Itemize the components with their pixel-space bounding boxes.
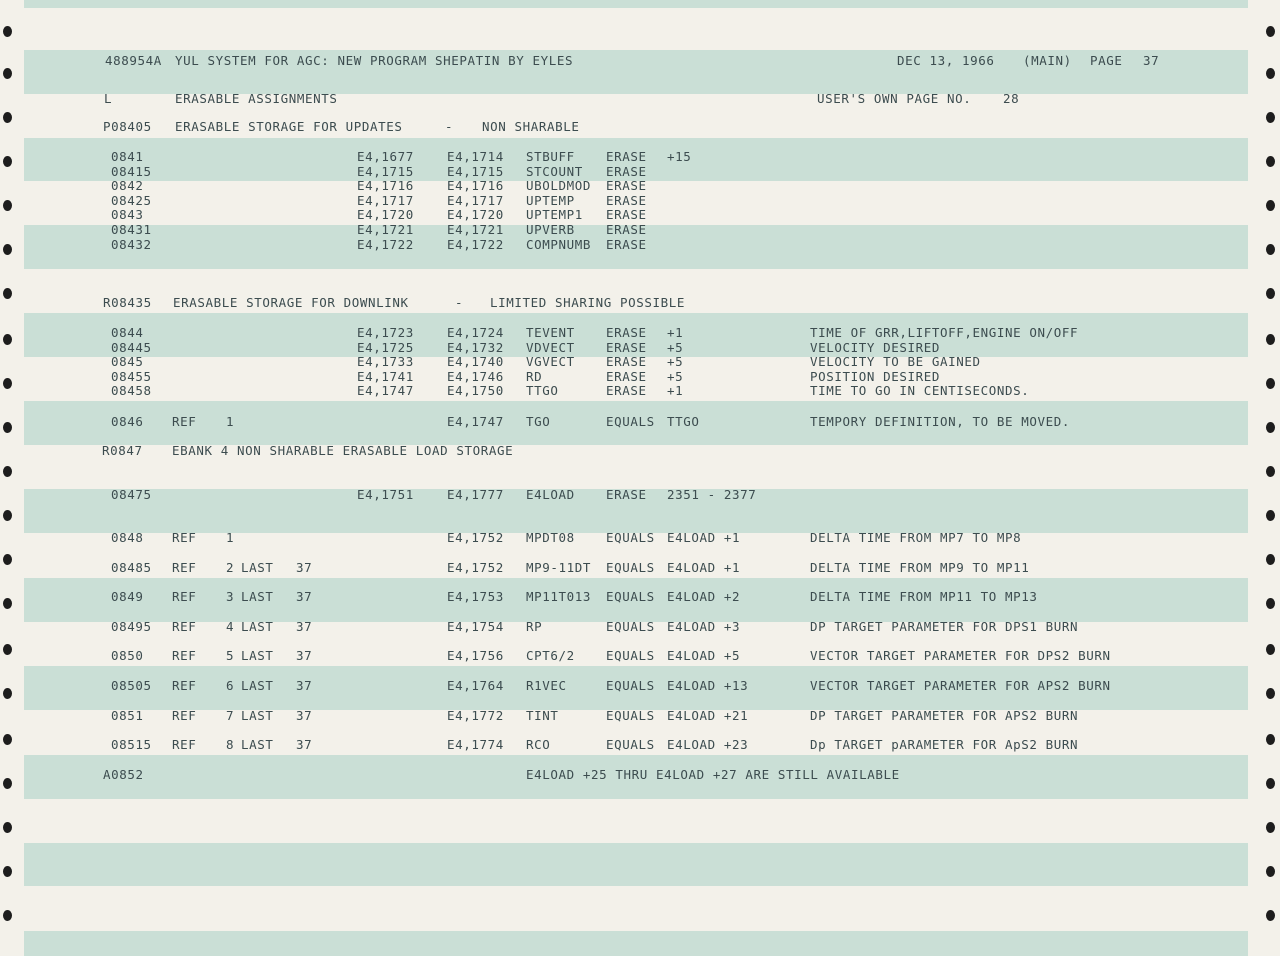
section-id: R08435 <box>103 295 152 310</box>
row-last: LAST <box>241 648 274 664</box>
row-symbol: R1VEC <box>526 678 567 693</box>
row-last-page: 37 <box>296 618 313 634</box>
row-loc: 0851 <box>111 707 144 723</box>
row-loc: 08415 <box>111 163 152 179</box>
row-op: ERASE <box>606 487 647 502</box>
row-loc: 0841 <box>111 149 144 164</box>
row-symbol: COMPNUMB <box>526 236 592 252</box>
section-id: P08405 <box>103 119 152 134</box>
row-arg: +1 <box>667 325 684 340</box>
feed-hole <box>1266 466 1275 477</box>
section-heading <box>0 295 1280 310</box>
row-ref: REF <box>172 707 197 723</box>
row-op: EQUALS <box>606 707 655 723</box>
row-op: EQUALS <box>606 414 655 429</box>
row-arg: 2351 - 2377 <box>667 487 757 502</box>
row-symbol: UBOLDMOD <box>526 178 592 194</box>
row-last: LAST <box>241 589 274 605</box>
section-dash: - <box>455 295 464 310</box>
row-comment: VECTOR TARGET PARAMETER FOR APS2 BURN <box>810 678 1111 693</box>
row-arg: +5 <box>667 368 684 384</box>
section-title: EBANK 4 NON SHARABLE ERASABLE LOAD STORAGE <box>172 443 514 458</box>
row-addr: E4,1740 <box>447 354 504 370</box>
row-ref: REF <box>172 648 197 664</box>
row-comment: DELTA TIME FROM MP7 TO MP8 <box>810 530 1022 545</box>
listing-row <box>0 708 1280 723</box>
row-addr: E4,1754 <box>447 618 504 634</box>
row-loc: 08455 <box>111 368 152 384</box>
row-addr: E4,1720 <box>447 207 504 223</box>
row-loc: 0848 <box>111 530 144 545</box>
row-arg: TTGO <box>667 414 700 429</box>
subheader <box>0 91 1280 106</box>
row-op: EQUALS <box>606 589 655 605</box>
row-loc: 0844 <box>111 325 144 340</box>
row-addr: E4,1721 <box>447 222 504 237</box>
row-addr: E4,1732 <box>447 339 504 355</box>
row-addr: E4,1714 <box>447 149 504 164</box>
row-comment: Dp TARGET pARAMETER FOR ApS2 BURN <box>810 737 1079 753</box>
row-symbol: CPT6/2 <box>526 648 575 664</box>
row-comment: POSITION DESIRED <box>810 368 941 384</box>
row-ref-count: 1 <box>226 414 235 429</box>
row-symbol: MPDT08 <box>526 530 575 545</box>
row-ref: REF <box>172 678 197 693</box>
row-ref-count: 4 <box>226 618 235 634</box>
listing-row <box>0 589 1280 604</box>
row-addr-start: E4,1722 <box>357 236 414 252</box>
row-op: ERASE <box>606 354 647 370</box>
row-op: ERASE <box>606 236 647 252</box>
row-arg: +5 <box>667 354 684 370</box>
row-loc: 08505 <box>111 678 152 693</box>
row-symbol: TTGO <box>526 383 559 399</box>
header-date: DEC 13, 1966 <box>897 53 995 68</box>
section-note: NON SHARABLE <box>482 119 580 134</box>
row-addr: E4,1724 <box>447 325 504 340</box>
row-loc: 0849 <box>111 589 144 605</box>
row-arg: E4LOAD +3 <box>667 618 741 634</box>
row-ref-count: 5 <box>226 648 235 664</box>
feed-hole <box>3 866 12 877</box>
row-addr: E4,1777 <box>447 487 504 502</box>
row-comment: DELTA TIME FROM MP11 TO MP13 <box>810 589 1038 605</box>
section-dash: - <box>445 119 454 134</box>
feed-hole <box>3 910 12 921</box>
row-ref: REF <box>172 618 197 634</box>
row-ref-count: 3 <box>226 589 235 605</box>
row-op: ERASE <box>606 149 647 164</box>
feed-hole <box>1266 866 1275 877</box>
row-loc: 08432 <box>111 236 152 252</box>
row-arg: +15 <box>667 149 692 164</box>
row-addr: E4,1752 <box>447 530 504 545</box>
feed-hole <box>1266 822 1275 833</box>
row-op: ERASE <box>606 207 647 223</box>
listing-row <box>0 560 1280 575</box>
listing-row <box>0 767 1280 782</box>
listing-row <box>0 222 1280 237</box>
row-comment: DELTA TIME FROM MP9 TO MP11 <box>810 559 1030 575</box>
row-comment: VELOCITY DESIRED <box>810 339 941 355</box>
row-addr: E4,1764 <box>447 678 504 693</box>
row-comment: VECTOR TARGET PARAMETER FOR DPS2 BURN <box>810 648 1111 664</box>
row-symbol: RP <box>526 618 543 634</box>
row-comment: DP TARGET PARAMETER FOR APS2 BURN <box>810 707 1079 723</box>
row-symbol: TEVENT <box>526 325 575 340</box>
row-symbol: TGO <box>526 414 551 429</box>
row-addr-start: E4,1725 <box>357 339 414 355</box>
row-last: LAST <box>241 678 274 693</box>
listing-row <box>0 149 1280 164</box>
row-op: ERASE <box>606 368 647 384</box>
subheader-col: L <box>104 91 113 106</box>
row-symbol: RD <box>526 368 543 384</box>
row-op: ERASE <box>606 222 647 237</box>
row-arg: E4LOAD +23 <box>667 737 749 753</box>
row-last-page: 37 <box>296 559 313 575</box>
feed-hole <box>1266 910 1275 921</box>
row-ref-count: 6 <box>226 678 235 693</box>
row-arg: +5 <box>667 339 684 355</box>
row-arg: E4LOAD +1 <box>667 559 741 575</box>
row-loc: 0843 <box>111 207 144 223</box>
feed-hole <box>3 510 12 521</box>
row-loc: 08431 <box>111 222 152 237</box>
row-addr: E4,1715 <box>447 163 504 179</box>
row-symbol: VGVECT <box>526 354 575 370</box>
feed-hole <box>1266 510 1275 521</box>
listing-row <box>0 164 1280 179</box>
row-last: LAST <box>241 737 274 753</box>
row-addr-start: E4,1733 <box>357 354 414 370</box>
subheader-title: ERASABLE ASSIGNMENTS <box>175 91 338 106</box>
row-addr-start: E4,1677 <box>357 149 414 164</box>
row-op: EQUALS <box>606 559 655 575</box>
row-addr-start: E4,1716 <box>357 178 414 194</box>
row-addr-start: E4,1747 <box>357 383 414 399</box>
row-addr: E4,1746 <box>447 368 504 384</box>
row-symbol: VDVECT <box>526 339 575 355</box>
listing-row <box>0 678 1280 693</box>
row-loc: 0842 <box>111 178 144 194</box>
listing-row <box>0 383 1280 398</box>
section-title: ERASABLE STORAGE FOR UPDATES <box>175 119 403 134</box>
row-symbol: E4LOAD <box>526 487 575 502</box>
row-comment: TEMPORY DEFINITION, TO BE MOVED. <box>810 414 1071 429</box>
row-arg: E4LOAD +5 <box>667 648 741 664</box>
row-ref-count: 7 <box>226 707 235 723</box>
row-arg: E4LOAD +21 <box>667 707 749 723</box>
row-op: EQUALS <box>606 530 655 545</box>
row-last: LAST <box>241 707 274 723</box>
row-arg: +1 <box>667 383 684 399</box>
listing-row <box>0 207 1280 222</box>
row-arg: E4LOAD +1 <box>667 530 741 545</box>
row-last-page: 37 <box>296 648 313 664</box>
row-addr-start: E4,1721 <box>357 222 414 237</box>
row-op: EQUALS <box>606 678 655 693</box>
feed-hole <box>1266 68 1275 79</box>
row-ref: REF <box>172 530 197 545</box>
green-band <box>24 0 1248 8</box>
listing-row <box>0 619 1280 634</box>
row-comment: TIME TO GO IN CENTISECONDS. <box>810 383 1030 399</box>
row-loc: 08445 <box>111 339 152 355</box>
row-symbol: MP9-11DT <box>526 559 592 575</box>
row-op: EQUALS <box>606 648 655 664</box>
row-addr-start: E4,1720 <box>357 207 414 223</box>
listing-row <box>0 648 1280 663</box>
row-last: LAST <box>241 559 274 575</box>
row-comment: DP TARGET PARAMETER FOR DPS1 BURN <box>810 618 1079 634</box>
row-ref: REF <box>172 589 197 605</box>
row-symbol: TINT <box>526 707 559 723</box>
feed-hole <box>3 26 12 37</box>
row-symbol: UPTEMP <box>526 192 575 208</box>
row-comment: VELOCITY TO BE GAINED <box>810 354 981 370</box>
row-symbol: MP11T013 <box>526 589 592 605</box>
row-last-page: 37 <box>296 737 313 753</box>
row-comment: TIME OF GRR,LIFTOFF,ENGINE ON/OFF <box>810 325 1079 340</box>
section-title: ERASABLE STORAGE FOR DOWNLINK <box>173 295 409 310</box>
row-addr: E4,1756 <box>447 648 504 664</box>
listing-row <box>0 237 1280 252</box>
row-ref-count: 2 <box>226 559 235 575</box>
row-addr: E4,1750 <box>447 383 504 399</box>
row-ref: REF <box>172 737 197 753</box>
row-op: EQUALS <box>606 737 655 753</box>
listing-row <box>0 369 1280 384</box>
section-heading <box>0 443 1280 458</box>
header-title: YUL SYSTEM FOR AGC: NEW PROGRAM SHEPATIN BY EYLES <box>175 53 574 68</box>
row-loc: 0850 <box>111 648 144 664</box>
row-loc: 08495 <box>111 618 152 634</box>
row-symbol: RCO <box>526 737 551 753</box>
row-ref: REF <box>172 414 197 429</box>
section-heading <box>0 119 1280 134</box>
row-addr: E4,1716 <box>447 178 504 194</box>
job-id: 488954A <box>105 53 162 68</box>
section-note: LIMITED SHARING POSSIBLE <box>490 295 686 310</box>
user-page-number: 28 <box>1003 91 1020 106</box>
row-op: EQUALS <box>606 618 655 634</box>
page-header <box>0 53 1280 68</box>
row-symbol: UPTEMP1 <box>526 207 583 223</box>
section-id: R0847 <box>102 443 143 458</box>
row-last: LAST <box>241 618 274 634</box>
green-band <box>24 931 1248 956</box>
listing-row <box>0 487 1280 502</box>
row-ref-count: 8 <box>226 737 235 753</box>
row-loc: 08425 <box>111 192 152 208</box>
listing-row <box>0 193 1280 208</box>
row-last-page: 37 <box>296 678 313 693</box>
row-addr: E4,1752 <box>447 559 504 575</box>
listing-row <box>0 354 1280 369</box>
row-addr-start: E4,1723 <box>357 325 414 340</box>
row-symbol: STBUFF <box>526 149 575 164</box>
page-number: 37 <box>1143 53 1160 68</box>
row-addr: E4,1772 <box>447 707 504 723</box>
user-page-label: USER'S OWN PAGE NO. <box>817 91 972 106</box>
row-addr: E4,1774 <box>447 737 504 753</box>
page-label: PAGE <box>1090 53 1123 68</box>
feed-hole <box>3 466 12 477</box>
row-op: ERASE <box>606 325 647 340</box>
row-addr-start: E4,1717 <box>357 192 414 208</box>
row-addr-start: E4,1751 <box>357 487 414 502</box>
row-op: ERASE <box>606 339 647 355</box>
listing-row <box>0 737 1280 752</box>
feed-hole <box>3 68 12 79</box>
listing-row <box>0 178 1280 193</box>
row-loc: 0846 <box>111 414 144 429</box>
row-symbol: STCOUNT <box>526 163 583 179</box>
availability-note: E4LOAD +25 THRU E4LOAD +27 ARE STILL AVAILABLE <box>526 767 900 782</box>
row-ref-count: 1 <box>226 530 235 545</box>
green-band <box>24 843 1248 886</box>
row-last-page: 37 <box>296 589 313 605</box>
row-addr-start: E4,1741 <box>357 368 414 384</box>
row-op: ERASE <box>606 163 647 179</box>
row-addr: E4,1753 <box>447 589 504 605</box>
row-addr: E4,1722 <box>447 236 504 252</box>
row-addr: E4,1747 <box>447 414 504 429</box>
listing-row <box>0 414 1280 429</box>
row-arg: E4LOAD +13 <box>667 678 749 693</box>
row-ref: REF <box>172 559 197 575</box>
row-loc: 08485 <box>111 559 152 575</box>
feed-hole <box>1266 26 1275 37</box>
row-loc: 08515 <box>111 737 152 753</box>
listing-row <box>0 530 1280 545</box>
row-addr-start: E4,1715 <box>357 163 414 179</box>
row-loc: 0845 <box>111 354 144 370</box>
row-op: ERASE <box>606 178 647 194</box>
row-loc: 08458 <box>111 383 152 399</box>
row-op: ERASE <box>606 192 647 208</box>
row-arg: E4LOAD +2 <box>667 589 741 605</box>
header-mode: (MAIN) <box>1023 53 1072 68</box>
row-loc: 08475 <box>111 487 152 502</box>
feed-hole <box>3 822 12 833</box>
row-symbol: UPVERB <box>526 222 575 237</box>
row-loc: A0852 <box>103 767 144 782</box>
row-last-page: 37 <box>296 707 313 723</box>
listing-row <box>0 340 1280 355</box>
row-addr: E4,1717 <box>447 192 504 208</box>
row-op: ERASE <box>606 383 647 399</box>
listing-row <box>0 325 1280 340</box>
